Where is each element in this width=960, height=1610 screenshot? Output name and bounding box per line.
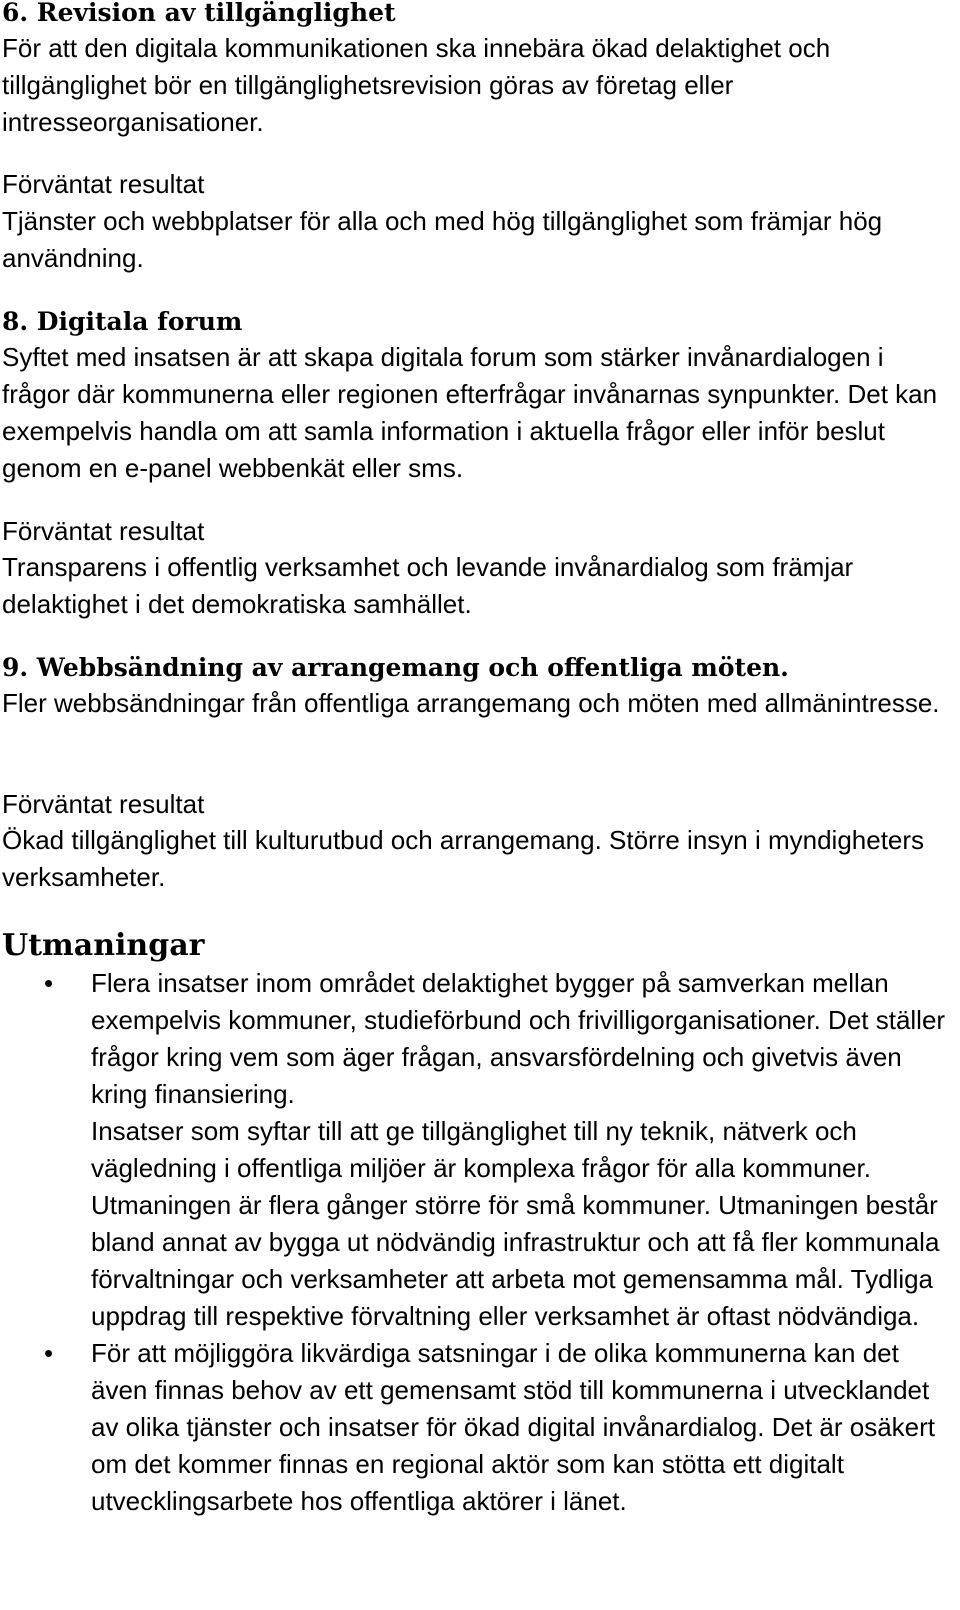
challenge-1-text-continued: Insatser som syftar till att ge tillgänglighet till ny teknik, nätverk och vägledning i offentliga miljöer är komplexa frågor för alla kommuner. Utmaningen är flera gånger större för små kommuner. Utmaningen består bland annat av bygga ut nödvändig infrastruktur och att få fler kommunala förvaltningar och verksamheter att arbeta mot gemensamma mål. Tydliga uppdrag till respektive förvaltning eller verksamhet är oftast nödvändiga. bbox=[91, 1116, 940, 1331]
challenges-heading: Utmaningar bbox=[2, 928, 205, 963]
section-8-result-label: Förväntat resultat bbox=[2, 516, 205, 546]
challenges-list bbox=[0, 965, 960, 1520]
section-6-result-text: Tjänster och webbplatser för alla och med hög tillgänglighet som främjar hög användning. bbox=[2, 206, 883, 273]
bullet-icon: • bbox=[44, 1338, 54, 1368]
challenge-1-text: Flera insatser inom området delaktighet bygger på samverkan mellan exempelvis kommuner, studieförbund och frivilligorganisationer. Det ställer frågor kring vem som äger frågan, ansvarsfördelning och givetvis även kring finansiering. bbox=[91, 968, 946, 1109]
section-8-result-text: Transparens i offentlig verksamhet och levande invånardialog som främjar delaktighet i det demokratiska samhället. bbox=[2, 552, 854, 619]
list-item bbox=[0, 1335, 953, 1520]
section-6-result-label: Förväntat resultat bbox=[2, 169, 205, 199]
challenge-2-text: För att möjliggöra likvärdiga satsningar i de olika kommunerna kan det även finnas behov av ett gemensamt stöd till kommunerna i utvecklandet av olika tjänster och insatser för ökad digital invånardialog. Det är osäkert om det kommer finnas en regional aktör som kan stötta ett digitalt utvecklingsarbete hos offentliga aktörer i länet. bbox=[91, 1338, 935, 1516]
section-8-heading: 8. Digitala forum bbox=[2, 307, 243, 336]
section-6-body: För att den digitala kommunikationen ska innebära ökad delaktighet och tillgänglighet bör en tillgänglighetsrevision göras av företag eller intresseorganisationer. bbox=[2, 33, 831, 137]
section-8-body: Syftet med insatsen är att skapa digitala forum som stärker invånardialogen i frågor där kommunerna eller regionen efterfrågar invånarnas synpunkter. Det kan exempelvis handla om att samla information i aktuella frågor eller inför beslut genom en e-panel webbenkät eller sms. bbox=[2, 342, 938, 483]
list-item bbox=[0, 965, 953, 1335]
section-9-result-text: Ökad tillgänglighet till kulturutbud och arrangemang. Större insyn i myndigheters verksamheter. bbox=[2, 825, 925, 892]
section-9-result-label: Förväntat resultat bbox=[2, 789, 205, 819]
section-9-heading: 9. Webbsändning av arrangemang och offentliga möten. bbox=[2, 653, 789, 682]
section-6-heading: 6. Revision av tillgänglighet bbox=[2, 0, 396, 27]
section-9-body: Fler webbsändningar från offentliga arrangemang och möten med allmänintresse. bbox=[2, 688, 940, 718]
bullet-icon: • bbox=[44, 968, 54, 998]
